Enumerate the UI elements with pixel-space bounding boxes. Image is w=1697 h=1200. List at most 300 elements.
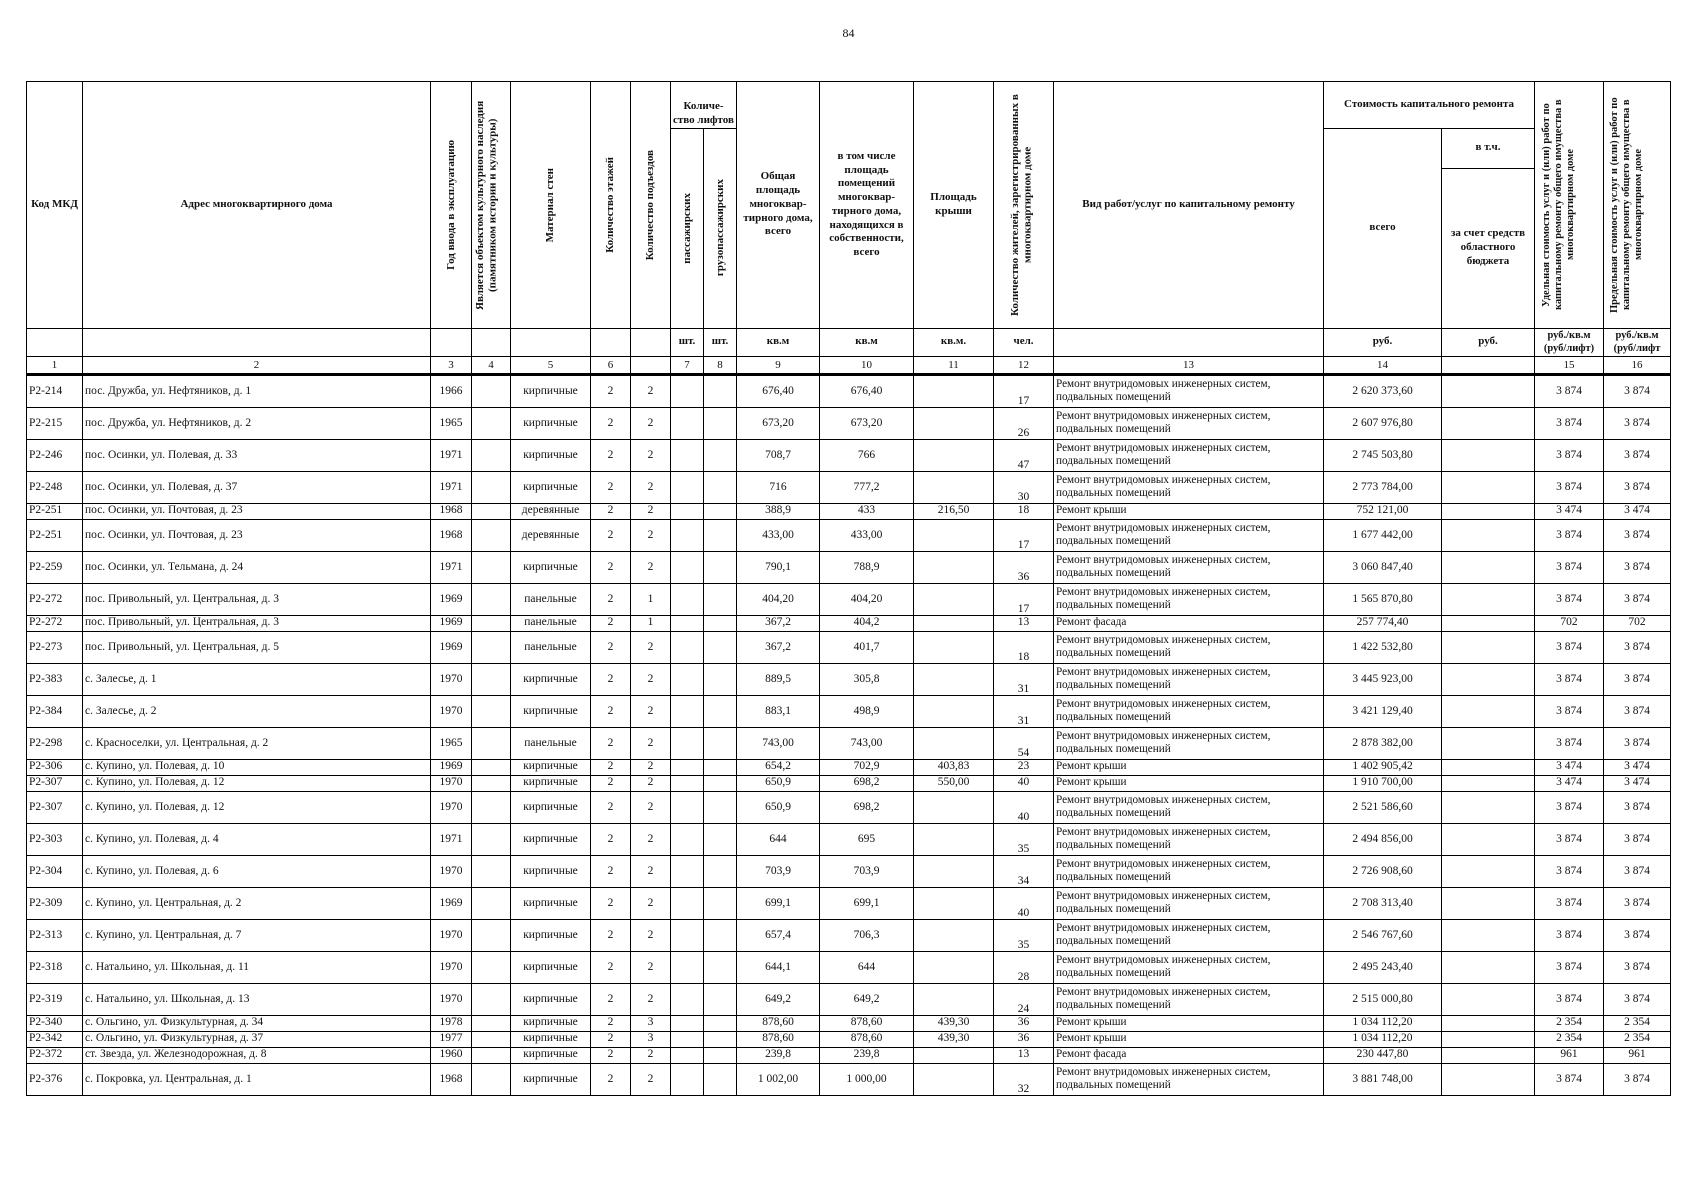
col-num: 9 [737, 356, 820, 374]
work-type: Ремонт крыши [1054, 1031, 1324, 1047]
max-cost: 3 474 [1604, 775, 1671, 791]
mkd-code: Р2-272 [27, 615, 83, 631]
mkd-code: Р2-215 [27, 407, 83, 439]
roof-area [914, 615, 994, 631]
table-body [27, 374, 1671, 1095]
walls-material: деревянные [511, 503, 591, 519]
cost-total: 1 422 532,80 [1324, 631, 1442, 663]
cost-total: 1 910 700,00 [1324, 775, 1442, 791]
unit-cost: 3 874 [1535, 695, 1604, 727]
heritage-cell [472, 775, 511, 791]
mkd-code: Р2-304 [27, 855, 83, 887]
floors-count: 2 [591, 855, 631, 887]
unit-cost: 2 354 [1535, 1031, 1604, 1047]
year: 1971 [431, 551, 472, 583]
floors-count: 2 [591, 503, 631, 519]
work-type: Ремонт внутридомовых инженерных систем, подвальных помещений [1054, 631, 1324, 663]
unit-cost: 3 874 [1535, 631, 1604, 663]
address: с. Натальино, ул. Школьная, д. 11 [83, 951, 431, 983]
lifts-passenger-cell [671, 631, 704, 663]
roof-area: 439,30 [914, 1031, 994, 1047]
lifts-cargo-cell [704, 887, 737, 919]
address: пос. Привольный, ул. Центральная, д. 3 [83, 615, 431, 631]
cost-total: 230 447,80 [1324, 1047, 1442, 1063]
header-walls: Материал стен [544, 167, 557, 242]
header-max-cost: Предельная стоимость услуг и (или) работ по капитальному ремонту общего имущества в многоквартирном доме [1609, 96, 1645, 313]
lifts-passenger-cell [671, 1015, 704, 1031]
col-num: 8 [704, 356, 737, 374]
lifts-cargo-cell [704, 663, 737, 695]
lifts-cargo-cell [704, 407, 737, 439]
mkd-code: Р2-318 [27, 951, 83, 983]
entrances-count: 2 [631, 759, 671, 775]
lifts-cargo-cell [704, 503, 737, 519]
mkd-code: Р2-307 [27, 791, 83, 823]
floors-count: 2 [591, 519, 631, 551]
roof-area [914, 439, 994, 471]
heritage-cell [472, 583, 511, 615]
col-num: 7 [671, 356, 704, 374]
floors-count: 2 [591, 775, 631, 791]
total-area: 239,8 [737, 1047, 820, 1063]
total-area: 657,4 [737, 919, 820, 951]
max-cost: 3 874 [1604, 583, 1671, 615]
header-entrances: Количество подъездов [644, 149, 657, 260]
unit-cost: 3 874 [1535, 663, 1604, 695]
address: пос. Осинки, ул. Полевая, д. 37 [83, 471, 431, 503]
year: 1977 [431, 1031, 472, 1047]
owned-area: 401,7 [820, 631, 914, 663]
cost-regional-cell [1442, 551, 1535, 583]
lifts-passenger-cell [671, 983, 704, 1015]
work-type: Ремонт внутридомовых инженерных систем, подвальных помещений [1054, 663, 1324, 695]
floors-count: 2 [591, 887, 631, 919]
lifts-cargo-cell [704, 439, 737, 471]
heritage-cell [472, 823, 511, 855]
owned-area: 404,2 [820, 615, 914, 631]
lifts-passenger-cell [671, 407, 704, 439]
unit-cost: 2 354 [1535, 1015, 1604, 1031]
max-cost: 3 874 [1604, 374, 1671, 407]
walls-material: кирпичные [511, 1031, 591, 1047]
entrances-count: 2 [631, 887, 671, 919]
walls-material: кирпичные [511, 1063, 591, 1095]
cost-regional-cell [1442, 631, 1535, 663]
entrances-count: 2 [631, 983, 671, 1015]
heritage-cell [472, 695, 511, 727]
year: 1965 [431, 727, 472, 759]
cost-regional-cell [1442, 1015, 1535, 1031]
heritage-cell [472, 519, 511, 551]
heritage-cell [472, 471, 511, 503]
heritage-cell [472, 663, 511, 695]
entrances-count: 2 [631, 631, 671, 663]
total-area: 433,00 [737, 519, 820, 551]
cost-regional-cell [1442, 727, 1535, 759]
lifts-cargo-cell [704, 695, 737, 727]
mkd-code: Р2-384 [27, 695, 83, 727]
walls-material: кирпичные [511, 1047, 591, 1063]
heritage-cell [472, 855, 511, 887]
max-cost: 2 354 [1604, 1015, 1671, 1031]
residents-count: 18 [994, 631, 1054, 663]
walls-material: кирпичные [511, 919, 591, 951]
cost-regional-cell [1442, 791, 1535, 823]
heritage-cell [472, 439, 511, 471]
col-num: 14 [1324, 356, 1442, 374]
mkd-code: Р2-246 [27, 439, 83, 471]
work-type: Ремонт крыши [1054, 759, 1324, 775]
cost-regional-cell [1442, 374, 1535, 407]
owned-area: 703,9 [820, 855, 914, 887]
year: 1970 [431, 663, 472, 695]
year: 1978 [431, 1015, 472, 1031]
address: с. Ольгино, ул. Физкультурная, д. 37 [83, 1031, 431, 1047]
floors-count: 2 [591, 951, 631, 983]
entrances-count: 2 [631, 439, 671, 471]
floors-count: 2 [591, 983, 631, 1015]
mkd-code: Р2-313 [27, 919, 83, 951]
address: пос. Осинки, ул. Почтовая, д. 23 [83, 519, 431, 551]
col-num: 1 [27, 356, 83, 374]
roof-area [914, 631, 994, 663]
cost-total: 2 620 373,60 [1324, 374, 1442, 407]
owned-area: 305,8 [820, 663, 914, 695]
cost-total: 2 745 503,80 [1324, 439, 1442, 471]
unit-max-cost: руб./кв.м (руб/лифт [1604, 328, 1671, 356]
walls-material: кирпичные [511, 1015, 591, 1031]
owned-area: 1 000,00 [820, 1063, 914, 1095]
unit-cost: 3 474 [1535, 775, 1604, 791]
heritage-cell [472, 727, 511, 759]
lifts-cargo-cell [704, 1047, 737, 1063]
cost-regional-cell [1442, 407, 1535, 439]
header-address: Адрес многоквартирного дома [83, 82, 431, 329]
year: 1970 [431, 983, 472, 1015]
roof-area [914, 855, 994, 887]
entrances-count: 2 [631, 791, 671, 823]
residents-count: 26 [994, 407, 1054, 439]
lifts-cargo-cell [704, 759, 737, 775]
table-row [27, 727, 1671, 759]
roof-area [914, 951, 994, 983]
roof-area: 403,83 [914, 759, 994, 775]
mkd-code: Р2-214 [27, 374, 83, 407]
entrances-count: 2 [631, 855, 671, 887]
unit-cost-total: руб. [1324, 328, 1442, 356]
walls-material: панельные [511, 583, 591, 615]
work-type: Ремонт внутридомовых инженерных систем, подвальных помещений [1054, 439, 1324, 471]
mkd-code: Р2-309 [27, 887, 83, 919]
lifts-passenger-cell [671, 583, 704, 615]
header-cost-total: всего [1324, 128, 1442, 328]
owned-area: 777,2 [820, 471, 914, 503]
floors-count: 2 [591, 1047, 631, 1063]
entrances-count: 2 [631, 551, 671, 583]
col-num: 3 [431, 356, 472, 374]
heritage-cell [472, 631, 511, 663]
table-row [27, 775, 1671, 791]
unit-cost: 3 874 [1535, 551, 1604, 583]
work-type: Ремонт внутридомовых инженерных систем, подвальных помещений [1054, 583, 1324, 615]
entrances-count: 2 [631, 695, 671, 727]
floors-count: 2 [591, 471, 631, 503]
walls-material: кирпичные [511, 407, 591, 439]
unit-lifts-cargo: шт. [704, 328, 737, 356]
cost-regional-cell [1442, 775, 1535, 791]
lifts-cargo-cell [704, 374, 737, 407]
lifts-cargo-cell [704, 519, 737, 551]
address: пос. Осинки, ул. Тельмана, д. 24 [83, 551, 431, 583]
cost-total: 2 495 243,40 [1324, 951, 1442, 983]
cost-regional-cell [1442, 1031, 1535, 1047]
entrances-count: 1 [631, 583, 671, 615]
year: 1969 [431, 631, 472, 663]
owned-area: 699,1 [820, 887, 914, 919]
table-row [27, 823, 1671, 855]
mkd-code: Р2-319 [27, 983, 83, 1015]
heritage-cell [472, 1015, 511, 1031]
lifts-cargo-cell [704, 551, 737, 583]
roof-area [914, 887, 994, 919]
mkd-code: Р2-251 [27, 519, 83, 551]
owned-area: 644 [820, 951, 914, 983]
walls-material: кирпичные [511, 823, 591, 855]
table-row [27, 663, 1671, 695]
residents-count: 40 [994, 775, 1054, 791]
lifts-passenger-cell [671, 759, 704, 775]
address: с. Ольгино, ул. Физкультурная, д. 34 [83, 1015, 431, 1031]
residents-count: 24 [994, 983, 1054, 1015]
max-cost: 3 874 [1604, 855, 1671, 887]
roof-area: 439,30 [914, 1015, 994, 1031]
lifts-passenger-cell [671, 919, 704, 951]
cost-total: 2 878 382,00 [1324, 727, 1442, 759]
lifts-passenger-cell [671, 775, 704, 791]
total-area: 644 [737, 823, 820, 855]
roof-area [914, 1047, 994, 1063]
lifts-cargo-cell [704, 727, 737, 759]
residents-count: 13 [994, 615, 1054, 631]
lifts-passenger-cell [671, 855, 704, 887]
total-area: 644,1 [737, 951, 820, 983]
entrances-count: 2 [631, 1063, 671, 1095]
cost-regional-cell [1442, 663, 1535, 695]
cost-total: 1 034 112,20 [1324, 1015, 1442, 1031]
entrances-count: 3 [631, 1015, 671, 1031]
heritage-cell [472, 615, 511, 631]
total-area: 1 002,00 [737, 1063, 820, 1095]
owned-area: 878,60 [820, 1031, 914, 1047]
roof-area: 216,50 [914, 503, 994, 519]
header-heritage: Является объектом культурного наследия (памятником истории и культуры) [474, 100, 499, 310]
floors-count: 2 [591, 631, 631, 663]
year: 1969 [431, 887, 472, 919]
max-cost: 3 874 [1604, 983, 1671, 1015]
total-area: 367,2 [737, 631, 820, 663]
roof-area [914, 407, 994, 439]
col-num: 11 [914, 356, 994, 374]
total-area: 367,2 [737, 615, 820, 631]
address: с. Залесье, д. 1 [83, 663, 431, 695]
unit-cost: 3 874 [1535, 374, 1604, 407]
address: пос. Дружба, ул. Нефтяников, д. 2 [83, 407, 431, 439]
floors-count: 2 [591, 407, 631, 439]
residents-count: 35 [994, 823, 1054, 855]
address: с. Купино, ул. Полевая, д. 12 [83, 791, 431, 823]
roof-area [914, 1063, 994, 1095]
year: 1970 [431, 919, 472, 951]
work-type: Ремонт фасада [1054, 1047, 1324, 1063]
year: 1970 [431, 695, 472, 727]
work-type: Ремонт внутридомовых инженерных систем, подвальных помещений [1054, 791, 1324, 823]
max-cost: 3 874 [1604, 887, 1671, 919]
floors-count: 2 [591, 663, 631, 695]
work-type: Ремонт внутридомовых инженерных систем, подвальных помещений [1054, 695, 1324, 727]
cost-total: 1 402 905,42 [1324, 759, 1442, 775]
work-type: Ремонт внутридомовых инженерных систем, подвальных помещений [1054, 823, 1324, 855]
max-cost: 2 354 [1604, 1031, 1671, 1047]
cost-regional-cell [1442, 855, 1535, 887]
owned-area: 766 [820, 439, 914, 471]
floors-count: 2 [591, 551, 631, 583]
header-cost-regional: за счет средств областного бюджета [1442, 168, 1535, 328]
total-area: 673,20 [737, 407, 820, 439]
lifts-passenger-cell [671, 791, 704, 823]
entrances-count: 2 [631, 519, 671, 551]
walls-material: кирпичные [511, 887, 591, 919]
lifts-passenger-cell [671, 1031, 704, 1047]
table-row [27, 919, 1671, 951]
cost-regional-cell [1442, 519, 1535, 551]
mkd-code: Р2-273 [27, 631, 83, 663]
walls-material: кирпичные [511, 374, 591, 407]
header-residents: Количество жителей, зарегистрированных в многоквартирном доме [1008, 93, 1034, 316]
lifts-passenger-cell [671, 663, 704, 695]
header-total-area: Общая площадь многоквар-тирного дома, всего [737, 82, 820, 329]
max-cost: 3 874 [1604, 519, 1671, 551]
floors-count: 2 [591, 615, 631, 631]
work-type: Ремонт внутридомовых инженерных систем, подвальных помещений [1054, 551, 1324, 583]
year: 1969 [431, 759, 472, 775]
year: 1969 [431, 583, 472, 615]
table-row [27, 471, 1671, 503]
lifts-cargo-cell [704, 951, 737, 983]
lifts-cargo-cell [704, 983, 737, 1015]
total-area: 708,7 [737, 439, 820, 471]
heritage-cell [472, 983, 511, 1015]
lifts-passenger-cell [671, 727, 704, 759]
address: пос. Осинки, ул. Почтовая, д. 23 [83, 503, 431, 519]
header-lifts-group: Количе-ство лифтов [671, 82, 737, 129]
lifts-cargo-cell [704, 919, 737, 951]
max-cost: 961 [1604, 1047, 1671, 1063]
owned-area: 695 [820, 823, 914, 855]
lifts-passenger-cell [671, 1047, 704, 1063]
address: пос. Привольный, ул. Центральная, д. 3 [83, 583, 431, 615]
roof-area [914, 663, 994, 695]
walls-material: кирпичные [511, 663, 591, 695]
lifts-passenger-cell [671, 471, 704, 503]
lifts-cargo-cell [704, 823, 737, 855]
max-cost: 3 474 [1604, 759, 1671, 775]
owned-area: 676,40 [820, 374, 914, 407]
address: с. Купино, ул. Полевая, д. 12 [83, 775, 431, 791]
total-area: 878,60 [737, 1031, 820, 1047]
year: 1969 [431, 615, 472, 631]
walls-material: кирпичные [511, 791, 591, 823]
residents-count: 40 [994, 791, 1054, 823]
total-area: 889,5 [737, 663, 820, 695]
floors-count: 2 [591, 791, 631, 823]
max-cost: 3 874 [1604, 951, 1671, 983]
lifts-cargo-cell [704, 471, 737, 503]
year: 1965 [431, 407, 472, 439]
floors-count: 2 [591, 727, 631, 759]
cost-regional-cell [1442, 1047, 1535, 1063]
unit-cost: 3 874 [1535, 439, 1604, 471]
table-row [27, 1031, 1671, 1047]
cost-regional-cell [1442, 983, 1535, 1015]
address: пос. Дружба, ул. Нефтяников, д. 1 [83, 374, 431, 407]
mkd-code: Р2-306 [27, 759, 83, 775]
cost-total: 2 521 586,60 [1324, 791, 1442, 823]
unit-cost: 3 474 [1535, 503, 1604, 519]
heritage-cell [472, 551, 511, 583]
roof-area [914, 471, 994, 503]
residents-count: 36 [994, 1031, 1054, 1047]
max-cost: 3 874 [1604, 407, 1671, 439]
owned-area: 743,00 [820, 727, 914, 759]
lifts-cargo-cell [704, 1031, 737, 1047]
address: с. Натальино, ул. Школьная, д. 13 [83, 983, 431, 1015]
cost-regional-cell [1442, 887, 1535, 919]
mkd-code: Р2-251 [27, 503, 83, 519]
entrances-count: 2 [631, 471, 671, 503]
work-type: Ремонт внутридомовых инженерных систем, подвальных помещений [1054, 983, 1324, 1015]
lifts-cargo-cell [704, 1015, 737, 1031]
floors-count: 2 [591, 439, 631, 471]
unit-cost-regional: руб. [1442, 328, 1535, 356]
floors-count: 2 [591, 1031, 631, 1047]
address: пос. Привольный, ул. Центральная, д. 5 [83, 631, 431, 663]
year: 1966 [431, 374, 472, 407]
roof-area [914, 823, 994, 855]
table-row [27, 887, 1671, 919]
lifts-passenger-cell [671, 887, 704, 919]
entrances-count: 1 [631, 615, 671, 631]
residents-count: 18 [994, 503, 1054, 519]
capital-repair-table [26, 81, 1671, 1096]
floors-count: 2 [591, 919, 631, 951]
year: 1968 [431, 1063, 472, 1095]
unit-cost: 702 [1535, 615, 1604, 631]
cost-total: 3 421 129,40 [1324, 695, 1442, 727]
residents-count: 54 [994, 727, 1054, 759]
year: 1970 [431, 775, 472, 791]
entrances-count: 2 [631, 1047, 671, 1063]
work-type: Ремонт внутридомовых инженерных систем, подвальных помещений [1054, 727, 1324, 759]
heritage-cell [472, 503, 511, 519]
roof-area [914, 919, 994, 951]
residents-count: 31 [994, 695, 1054, 727]
cost-total: 1 565 870,80 [1324, 583, 1442, 615]
entrances-count: 2 [631, 951, 671, 983]
work-type: Ремонт внутридомовых инженерных систем, подвальных помещений [1054, 887, 1324, 919]
floors-count: 2 [591, 823, 631, 855]
work-type: Ремонт крыши [1054, 775, 1324, 791]
work-type: Ремонт внутридомовых инженерных систем, подвальных помещений [1054, 471, 1324, 503]
